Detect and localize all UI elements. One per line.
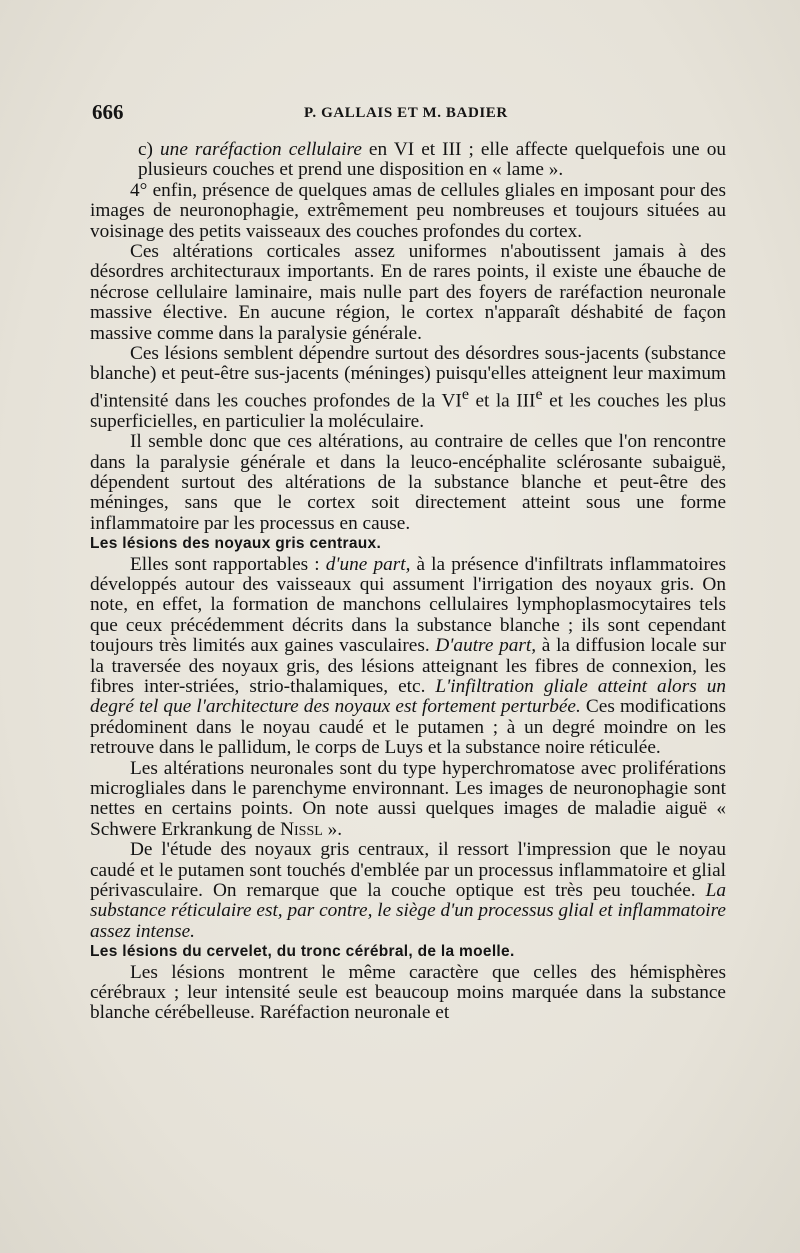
paragraph-conclusion-cortex: Il semble donc que ces altérations, au contraire de celles que l'on rencontre dans la paralysie générale et dans la leuco-encéphalite sclérosante subaiguë, dépendent surtout des altérations de la substance blanche et peut-être des méninges, sans que le cortex soit directement atteint sous une forme inflammatoire par les processus en cause. (90, 431, 726, 534)
body-text (90, 140, 726, 1024)
page-number: 666 (92, 100, 124, 124)
paragraph-alterations-corticales: Ces altérations corticales assez uniformes n'aboutissent jamais à des désordres architecturaux importants. En de rares points, il existe une ébauche de nécrose cellulaire laminaire, mais nulle part des foyers de raréfaction neuronale massive élective. En aucune région, le cortex n'apparaît déshabité de façon massive comme dans la paralysie générale. (90, 241, 726, 344)
section-heading-cervelet: Les lésions du cervelet, du tronc cérébral, de la moelle. (90, 943, 515, 961)
paragraph-etude-noyaux: De l'étude des noyaux gris centraux, il ressort l'impression que le noyau caudé et le putamen sont touchés d'emblée par un processus inflammatoire et glial périvasculaire. On remarque que la couche optique est très peu touchée. La substance réticulaire est, par contre, le siège d'un processus glial et inflammatoire assez intense. (90, 839, 726, 942)
paragraph-lesions-cervelet: Les lésions montrent le même caractère que celles des hémisphères cérébraux ; leur intensité seule est beaucoup moins marquée dans la substance blanche cérébelleuse. Raréfaction neuronale et (90, 961, 726, 1024)
paragraph-amas-gliaux: 4° enfin, présence de quelques amas de cellules gliales en imposant pour des images de neuronophagie, extrêmement peu nombreuses et toujours situées au voisinage des petits vaisseaux des couches profondes du cortex. (90, 179, 726, 242)
section-heading-noyaux-gris: Les lésions des noyaux gris centraux. (90, 535, 382, 553)
paragraph-c-rarefaction: c) une raréfaction cellulaire en VI et III ; elle affecte quelquefois une ou plusieurs couches et prend une disposition en « lame ». (138, 139, 726, 181)
paragraph-alterations-neuronales: Les altérations neuronales sont du type hyperchromatose avec proliférations microgliales dans le parenchyme environnant. Les images de neuronophagie sont nettes en certains points. On note aussi quelques images de maladie aiguë « Schwere Erkrankung de Nissl ». (90, 757, 726, 840)
paragraph-lesions-dependance: Ces lésions semblent dépendre surtout des désordres sous-jacents (substance blanche) et peut-être sus-jacents (méninges) puisqu'elles atteignent leur maximum d'intensité dans les couches profondes de la VIe et la IIIe et les couches les plus superficielles, en particulier la moléculaire. (90, 343, 726, 432)
running-head: P. GALLAIS ET M. BADIER (304, 105, 508, 121)
page-header (92, 100, 720, 124)
paragraph-noyaux-infiltrats: Elles sont rapportables : d'une part, à la présence d'infiltrats inflammatoires développés autour des vaisseaux qui assument l'irrigation des noyaux gris. On note, en effet, la formation de manchons cellulaires lymphoplasmocytaires tels que ceux précédemment décrits dans la substance blanche ; ils sont cependant toujours très limités aux gaines vasculaires. D'autre part, à la diffusion locale sur la traversée des noyaux gris, des lésions atteignant les fibres de connexion, les fibres inter-striées, strio-thalamiques, etc. L'infiltration gliale atteint alors un degré tel que l'architecture des noyaux est fortement perturbée. Ces modifications prédominent dans le noyau caudé et le putamen ; à un degré moindre on les retrouve dans le pallidum, le corps de Luys et la substance noire réticulée. (90, 553, 726, 759)
